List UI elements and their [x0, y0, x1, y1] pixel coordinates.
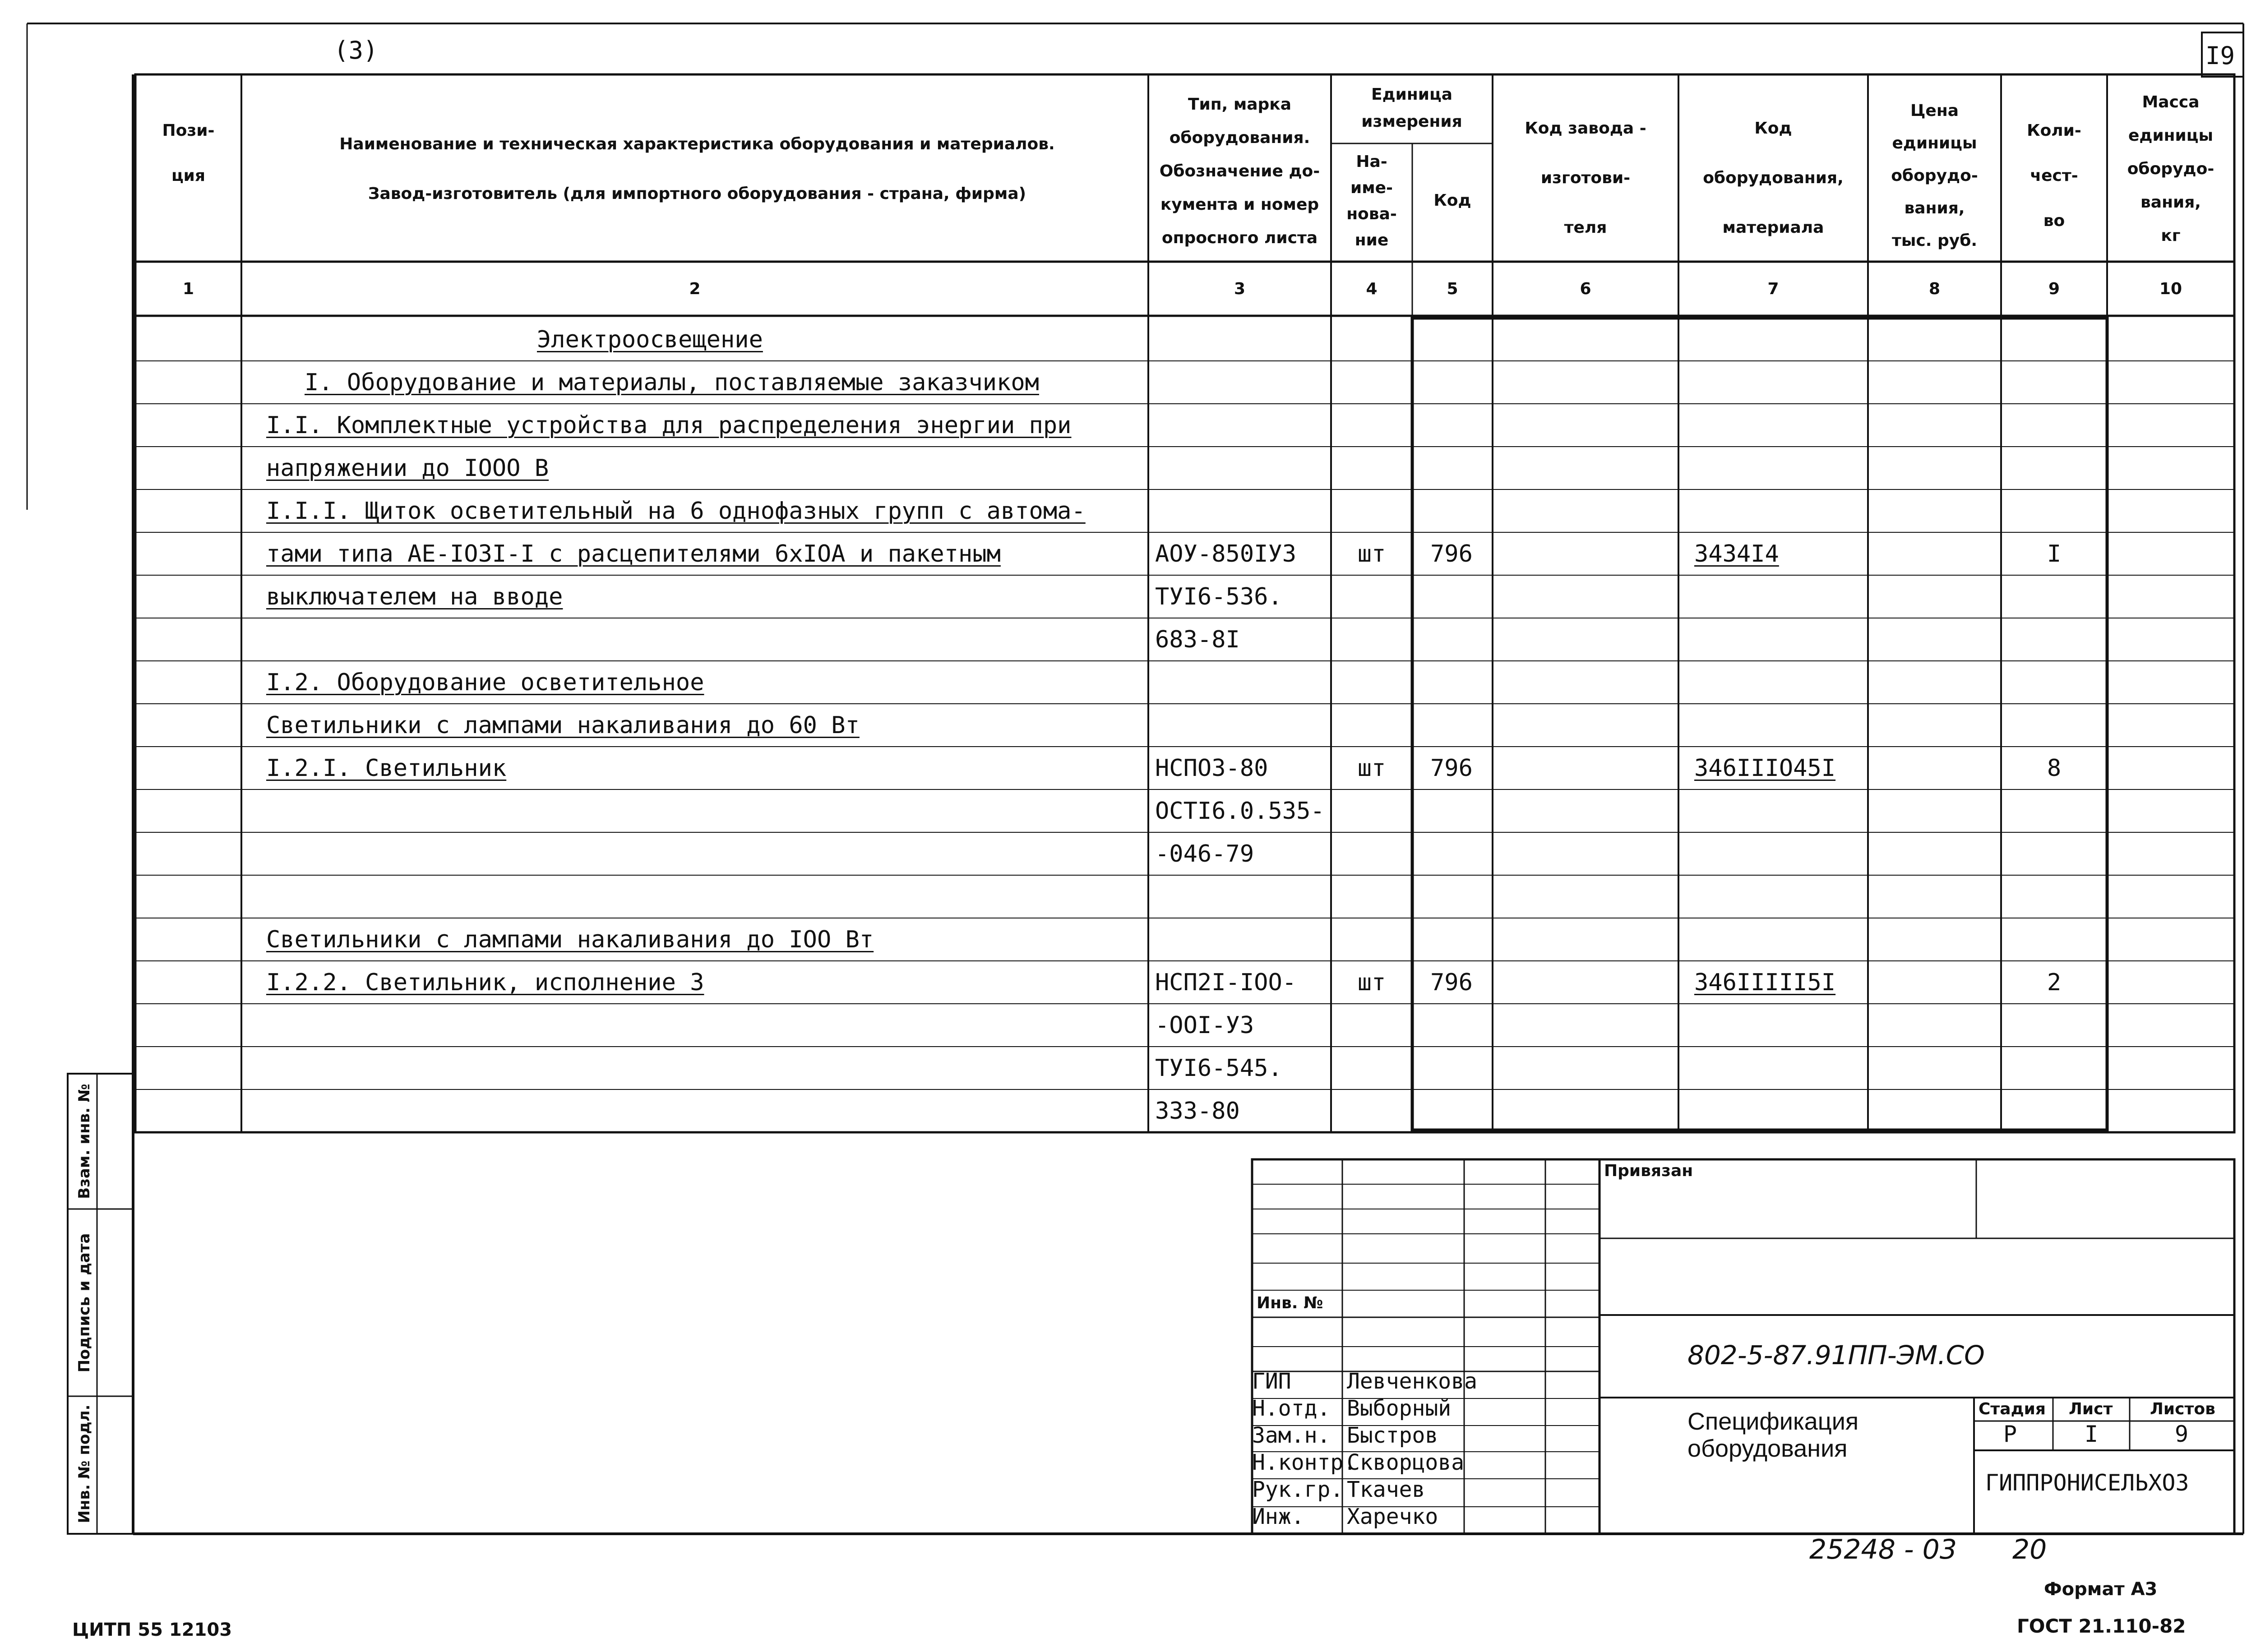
- row-type: 683-8I: [1155, 626, 1240, 653]
- row-type: НСП2I-IOO-: [1155, 969, 1297, 996]
- row-name: I. Оборудование и материалы, поставляемые заказчиком: [305, 369, 1039, 396]
- signature-role: Инж.: [1252, 1504, 1304, 1529]
- column-number-8: 8: [1928, 280, 1941, 298]
- sheets-label: Листов: [2150, 1400, 2215, 1418]
- stage-value: Р: [2003, 1421, 2017, 1447]
- row-material-code: 346IIIII5I: [1694, 969, 1836, 996]
- row-qty: 2: [2047, 969, 2062, 996]
- header-position: Пози- ция: [162, 121, 215, 185]
- privyazan-label: Привязан: [1604, 1162, 1693, 1180]
- row-name: I.I.I. Щиток осветительный на 6 однофазных групп с автома-: [266, 498, 1086, 525]
- sheet-label: Лист: [2069, 1400, 2113, 1418]
- inv-no-label: Инв. №: [1257, 1294, 1323, 1312]
- row-type: НСПО3-80: [1155, 755, 1268, 782]
- row-type: -OOI-У3: [1155, 1012, 1254, 1039]
- column-number-2: 2: [689, 280, 701, 298]
- row-name: I.2.I. Светильник: [266, 755, 507, 782]
- row-name: напряжении до IOOO В: [266, 455, 549, 482]
- header-unit-group: Единица измерения: [1361, 85, 1462, 131]
- row-qty: I: [2047, 540, 2062, 568]
- row-type: ТУI6-536.: [1155, 583, 1282, 610]
- row-name: I.I. Комплектные устройства для распределения энергии при: [266, 412, 1072, 439]
- row-qty: 8: [2047, 755, 2062, 782]
- signature-name: Скворцова: [1347, 1450, 1465, 1475]
- sheet-value: I: [2085, 1421, 2099, 1447]
- row-name: Светильники с лампами накаливания до 60 Вт: [266, 712, 860, 739]
- column-number-4: 4: [1366, 280, 1378, 298]
- column-number-10: 10: [2159, 280, 2182, 298]
- column-number-7: 7: [1767, 280, 1779, 298]
- header-name: Наименование и техническая характеристика оборудования и материалов. Завод-изготовитель (для импортного оборудования - страна, фирма): [339, 135, 1055, 203]
- row-name: Светильники с лампами накаливания до IOO Вт: [266, 926, 874, 953]
- signature-role: Н.отд.: [1252, 1396, 1331, 1421]
- column-number-1: 1: [182, 280, 194, 298]
- designation-code: 802-5-87.91ПП-ЭМ.СО: [1687, 1340, 1985, 1371]
- row-unit-code: 796: [1430, 969, 1473, 996]
- side-label-inv-podl: Инв. № подл.: [75, 1404, 93, 1523]
- spec-title-line1: Спецификация: [1687, 1408, 1859, 1435]
- signature-name: Выборный: [1347, 1396, 1452, 1421]
- row-type: ТУI6-545.: [1155, 1055, 1282, 1082]
- row-name: тами типа АЕ-IO3I-I с расцепителями 6хIOА и пакетным: [266, 540, 1001, 568]
- column-number-3: 3: [1234, 280, 1246, 298]
- sheets-value: 9: [2175, 1421, 2189, 1447]
- organization-name: ГИППРОНИСЕЛЬХОЗ: [1985, 1470, 2189, 1496]
- signature-role: Зам.н.: [1252, 1423, 1331, 1448]
- header-price: Цена единицы оборудо- вания, тыс. руб.: [1891, 102, 1978, 250]
- header-qty: Коли- чест- во: [2027, 121, 2081, 230]
- side-label-vzam-inv: Взам. инв. №: [75, 1084, 93, 1199]
- row-name: выключателем на вводе: [266, 583, 563, 610]
- header-unit-code: Код: [1433, 191, 1471, 210]
- signature-name: Харечко: [1347, 1504, 1438, 1529]
- signature-name: Быстров: [1347, 1423, 1438, 1448]
- spec-title-line2: оборудования: [1687, 1435, 1848, 1462]
- handwritten-sheet: 20: [2012, 1534, 2047, 1565]
- row-unit: шт: [1357, 969, 1386, 996]
- row-type: -046-79: [1155, 840, 1254, 868]
- sheet-number-corner: I9: [2205, 42, 2235, 70]
- header-mass: Масса единицы оборудо- вания, кг: [2127, 93, 2214, 245]
- header-unit-name: На- име- нова- ние: [1346, 152, 1397, 249]
- column-number-9: 9: [2048, 280, 2060, 298]
- row-unit-code: 796: [1430, 540, 1473, 568]
- side-label-signature-date: Подпись и дата: [75, 1233, 93, 1373]
- format-label: Формат А3: [2044, 1579, 2158, 1600]
- header-factory-code: Код завода - изготови- теля: [1525, 119, 1646, 237]
- row-type: АОУ-850IУ3: [1155, 540, 1297, 568]
- row-name: Электроосвещение: [537, 326, 763, 353]
- handwritten-number: 25248 - 03: [1809, 1534, 1957, 1565]
- signature-name: Ткачев: [1347, 1477, 1425, 1502]
- position-marker: (3): [334, 36, 378, 65]
- header-material-code: Код оборудования, материала: [1703, 119, 1844, 237]
- column-number-5: 5: [1447, 280, 1458, 298]
- row-material-code: 3434I4: [1694, 540, 1779, 568]
- row-name: I.2. Оборудование осветительное: [266, 669, 704, 696]
- row-unit: шт: [1357, 540, 1386, 568]
- header-type: Тип, марка оборудования. Обозначение до- кумента и номер опросного листа: [1159, 95, 1320, 247]
- signature-name: Левченкова: [1347, 1369, 1477, 1394]
- row-type: ОСТI6.0.535-: [1155, 798, 1325, 825]
- row-unit: шт: [1357, 755, 1386, 782]
- signature-role: Н.контр.: [1252, 1450, 1357, 1475]
- gost-label: ГОСТ 21.110-82: [2017, 1615, 2186, 1637]
- printer-code: ЦИТП 55 12103: [72, 1620, 232, 1640]
- row-type: 333-80: [1155, 1098, 1240, 1125]
- stage-label: Стадия: [1979, 1400, 2046, 1418]
- signature-role: Рук.гр.: [1252, 1477, 1344, 1502]
- signature-role: ГИП: [1252, 1369, 1291, 1394]
- row-name: I.2.2. Светильник, исполнение 3: [266, 969, 704, 996]
- column-number-6: 6: [1580, 280, 1591, 298]
- row-material-code: 346IIIO45I: [1694, 755, 1836, 782]
- row-unit-code: 796: [1430, 755, 1473, 782]
